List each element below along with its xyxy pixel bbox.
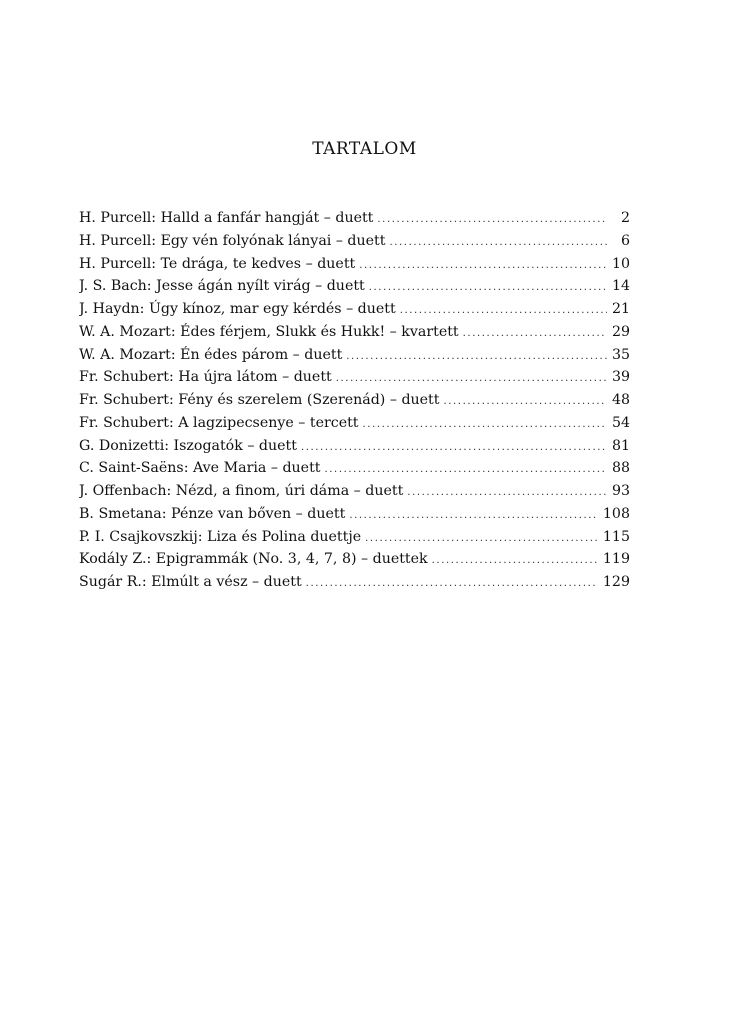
dot-leader xyxy=(336,368,607,389)
toc-row xyxy=(79,321,630,344)
toc-entry-title: C. Saint-Saëns: Ave Maria – duett xyxy=(79,460,321,477)
toc-page-number: 2 xyxy=(620,210,630,226)
toc-row xyxy=(79,526,630,549)
toc-row xyxy=(79,366,630,389)
dot-leader xyxy=(365,528,598,549)
table-of-contents xyxy=(79,207,630,594)
toc-entry-title: W. A. Mozart: Édes férjem, Slukk és Hukk! – kvartett xyxy=(79,323,459,340)
toc-row xyxy=(79,571,630,594)
toc-row xyxy=(79,457,630,480)
toc-row xyxy=(79,389,630,412)
toc-entry-title: Fr. Schubert: A lagzipecsenye – tercett xyxy=(79,414,359,431)
toc-page-number: 6 xyxy=(620,232,630,249)
toc-page-number: 88 xyxy=(611,460,630,477)
dot-leader xyxy=(359,255,607,276)
toc-page-number: 39 xyxy=(611,369,630,386)
toc-row xyxy=(79,344,630,367)
toc-row xyxy=(79,435,630,458)
toc-entry-title: Fr. Schubert: Fény és szerelem (Szerenád) – duett xyxy=(79,392,440,408)
toc-row xyxy=(79,230,630,253)
toc-page-number: 119 xyxy=(602,551,630,568)
toc-entry-title: J. Haydn: Úgy kínoz, mar egy kérdés – duett xyxy=(79,301,396,317)
toc-page-number: 115 xyxy=(602,528,630,545)
toc-entry-title: Sugár R.: Elmúlt a vész – duett xyxy=(79,574,302,590)
toc-entry-title: P. I. Csajkovszkij: Liza és Polina duettje xyxy=(79,528,362,545)
toc-page-number: 108 xyxy=(602,505,630,522)
toc-entry-title: H. Purcell: Halld a fanfár hangját – duett xyxy=(79,210,374,226)
dot-leader xyxy=(400,300,607,321)
dot-leader xyxy=(301,437,607,458)
toc-row xyxy=(79,207,630,230)
toc-entry-title: Kodály Z.: Epigrammák (No. 3, 4, 7, 8) – duettek xyxy=(79,551,428,568)
toc-entry-title: J. S. Bach: Jesse ágán nyílt virág – duett xyxy=(79,278,365,295)
dot-leader xyxy=(363,414,607,435)
toc-entry-title: H. Purcell: Egy vén folyónak lányai – duett xyxy=(79,232,386,249)
dot-leader xyxy=(443,391,606,412)
toc-entry-title: B. Smetana: Pénze van bőven – duett xyxy=(79,505,346,522)
dot-leader xyxy=(389,232,607,253)
toc-entry-title: H. Purcell: Te drága, te kedves – duett xyxy=(79,255,356,272)
toc-row xyxy=(79,480,630,503)
dot-leader xyxy=(432,550,598,571)
toc-page-number: 48 xyxy=(611,392,630,408)
toc-page-number: 21 xyxy=(611,301,630,317)
toc-row xyxy=(79,503,630,526)
toc-page-number: 29 xyxy=(611,323,630,340)
toc-entry-title: J. Offenbach: Nézd, a finom, úri dáma – duett xyxy=(79,483,404,499)
toc-page-number: 14 xyxy=(611,278,630,295)
dot-leader xyxy=(407,482,607,503)
toc-page-number: 35 xyxy=(611,346,630,363)
dot-leader xyxy=(306,573,598,594)
toc-page-number: 54 xyxy=(611,414,630,431)
toc-page-number: 81 xyxy=(611,437,630,454)
dot-leader xyxy=(346,346,607,367)
toc-page-number: 10 xyxy=(611,255,630,272)
dot-leader xyxy=(377,209,607,230)
toc-entry-title: Fr. Schubert: Ha újra látom – duett xyxy=(79,369,332,386)
toc-page-number: 93 xyxy=(611,483,630,499)
dot-leader xyxy=(349,505,598,526)
toc-row xyxy=(79,275,630,298)
toc-entry-title: G. Donizetti: Iszogatók – duett xyxy=(79,437,297,454)
toc-row xyxy=(79,298,630,321)
toc-row xyxy=(79,548,630,571)
dot-leader xyxy=(463,323,607,344)
toc-row xyxy=(79,412,630,435)
toc-page-number: 129 xyxy=(602,574,630,590)
page-title: TARTALOM xyxy=(312,139,417,159)
dot-leader xyxy=(369,277,607,298)
toc-entry-title: W. A. Mozart: Én édes párom – duett xyxy=(79,346,343,363)
toc-row xyxy=(79,253,630,276)
dot-leader xyxy=(325,459,607,480)
